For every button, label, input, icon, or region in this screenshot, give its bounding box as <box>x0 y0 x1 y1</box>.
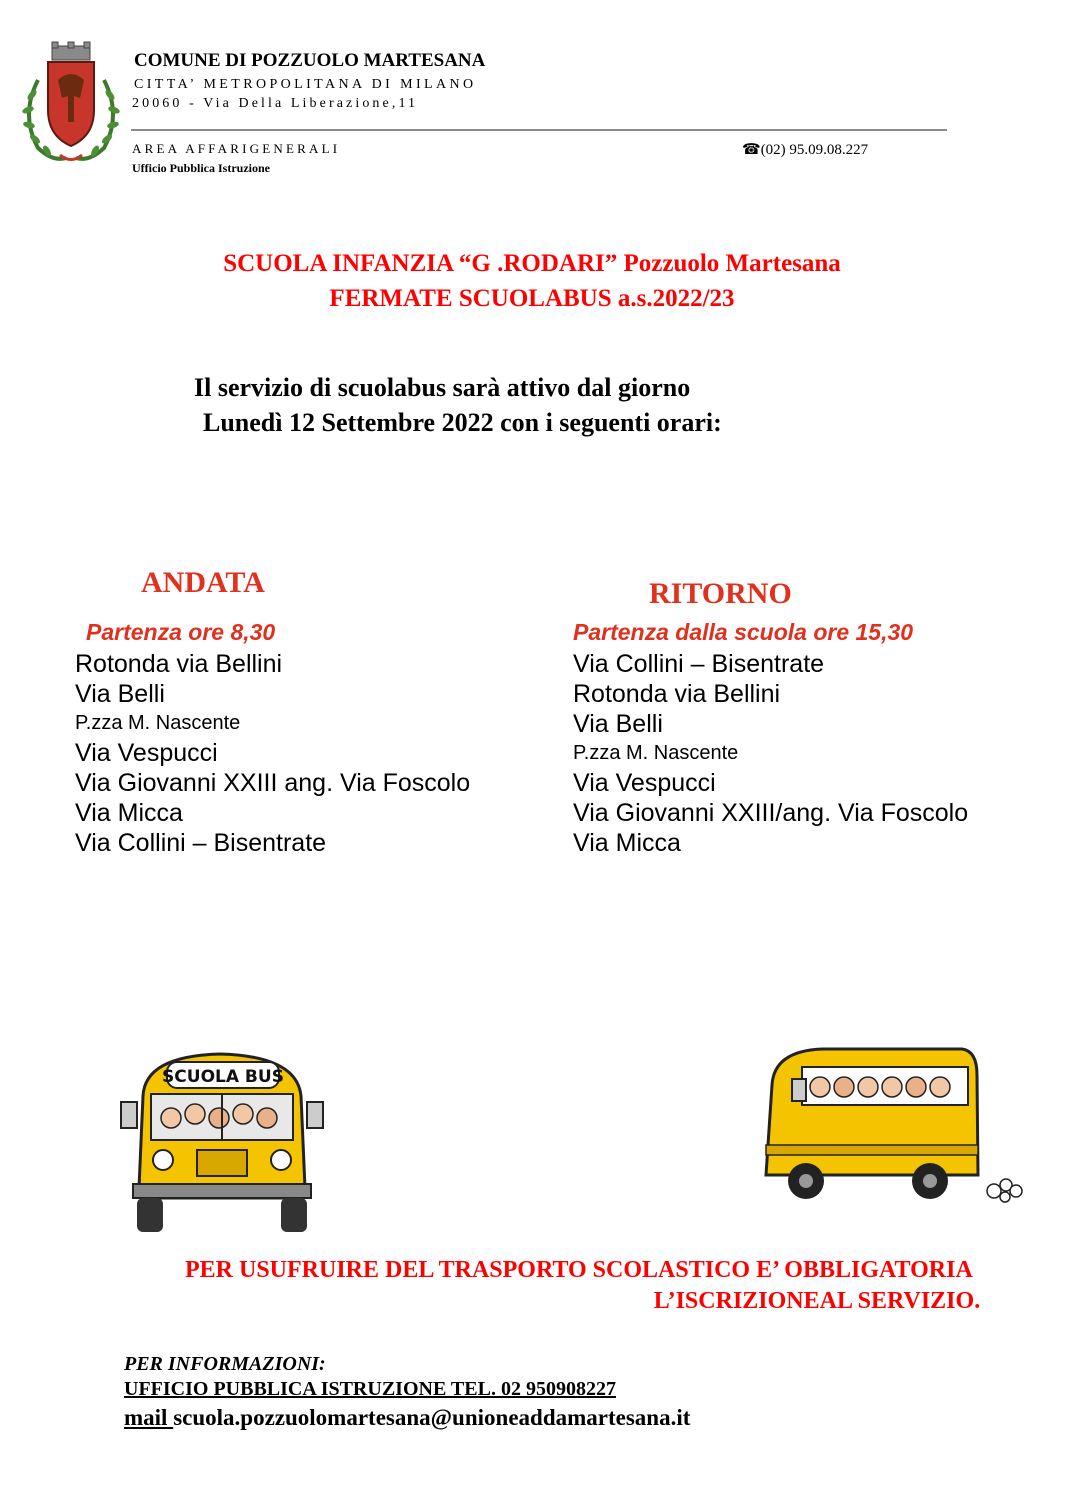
document-subtitle: FERMATE SCUOLABUS a.s.2022/23 <box>329 285 735 312</box>
list-item: Via Micca <box>75 799 183 827</box>
school-bus-front-illustration <box>115 1048 330 1238</box>
list-item: Via Giovanni XXIII ang. Via Foscolo <box>75 769 471 797</box>
municipality-name: COMUNE DI POZZUOLO MARTESANA <box>134 50 486 71</box>
intro-line-2: Lunedì 12 Settembre 2022 con i seguenti orari: <box>203 408 722 437</box>
list-item: Via Vespucci <box>573 769 716 797</box>
email-link[interactable]: scuola.pozzuolomartesana@unioneaddamartesana.it <box>173 1405 691 1430</box>
department-area: AREA AFFARIGENERALI <box>132 141 341 156</box>
list-item: Via Vespucci <box>75 739 218 767</box>
andata-stops-list <box>75 649 470 858</box>
email-line <box>124 1405 690 1431</box>
school-bus-side-illustration <box>762 1045 1030 1215</box>
enrollment-notice-line-2: L’ISCRIZIONEAL SERVIZIO. <box>653 1288 981 1314</box>
enrollment-notice-line-1: PER USUFRUIRE DEL TRASPORTO SCOLASTICO E’ OBBLIGATORIA <box>185 1257 973 1283</box>
header-divider <box>131 129 947 131</box>
andata-departure-time: Partenza ore 8,30 <box>86 619 276 645</box>
list-item: P.zza M. Nascente <box>573 742 739 764</box>
list-item: Via Belli <box>573 710 663 738</box>
intro-line-1: Il servizio di scuolabus sarà attivo dal giorno <box>194 373 691 402</box>
info-label-text: PER INFORMAZIONI <box>124 1353 320 1375</box>
municipality-address: 20060 - Via Della Liberazione,11 <box>132 96 419 111</box>
document-title: SCUOLA INFANZIA “G .RODARI” Pozzuolo Martesana <box>223 250 841 277</box>
list-item: Via Micca <box>573 829 681 857</box>
andata-heading: ANDATA <box>141 566 265 599</box>
telephone-icon: ☎ <box>742 142 761 158</box>
bus-sign-text: SCUOLA BUS <box>162 1067 284 1087</box>
ritorno-stops-list <box>573 649 968 858</box>
metropolitan-city: CITTA’ METROPOLITANA DI MILANO <box>134 77 477 92</box>
header-phone-number: (02) 95.09.08.227 <box>760 142 869 158</box>
email-label: mail <box>124 1405 174 1430</box>
list-item: Via Belli <box>75 680 165 708</box>
list-item: Rotonda via Bellini <box>573 680 781 708</box>
info-label <box>124 1353 326 1376</box>
ritorno-heading: RITORNO <box>649 577 792 610</box>
header-phone <box>742 140 868 159</box>
municipal-crest-logo <box>18 40 124 170</box>
list-item: Via Collini – Bisentrate <box>573 650 825 678</box>
info-label-colon: : <box>319 1353 326 1375</box>
list-item: Via Giovanni XXIII/ang. Via Foscolo <box>573 799 969 827</box>
ritorno-departure-time: Partenza dalla scuola ore 15,30 <box>573 619 914 645</box>
list-item: P.zza M. Nascente <box>75 712 241 734</box>
office-phone-line: UFFICIO PUBBLICA ISTRUZIONE TEL. 02 950908227 <box>124 1378 616 1400</box>
list-item: Rotonda via Bellini <box>75 650 283 678</box>
office-name: Ufficio Pubblica Istruzione <box>132 161 270 175</box>
list-item: Via Collini – Bisentrate <box>75 829 327 857</box>
